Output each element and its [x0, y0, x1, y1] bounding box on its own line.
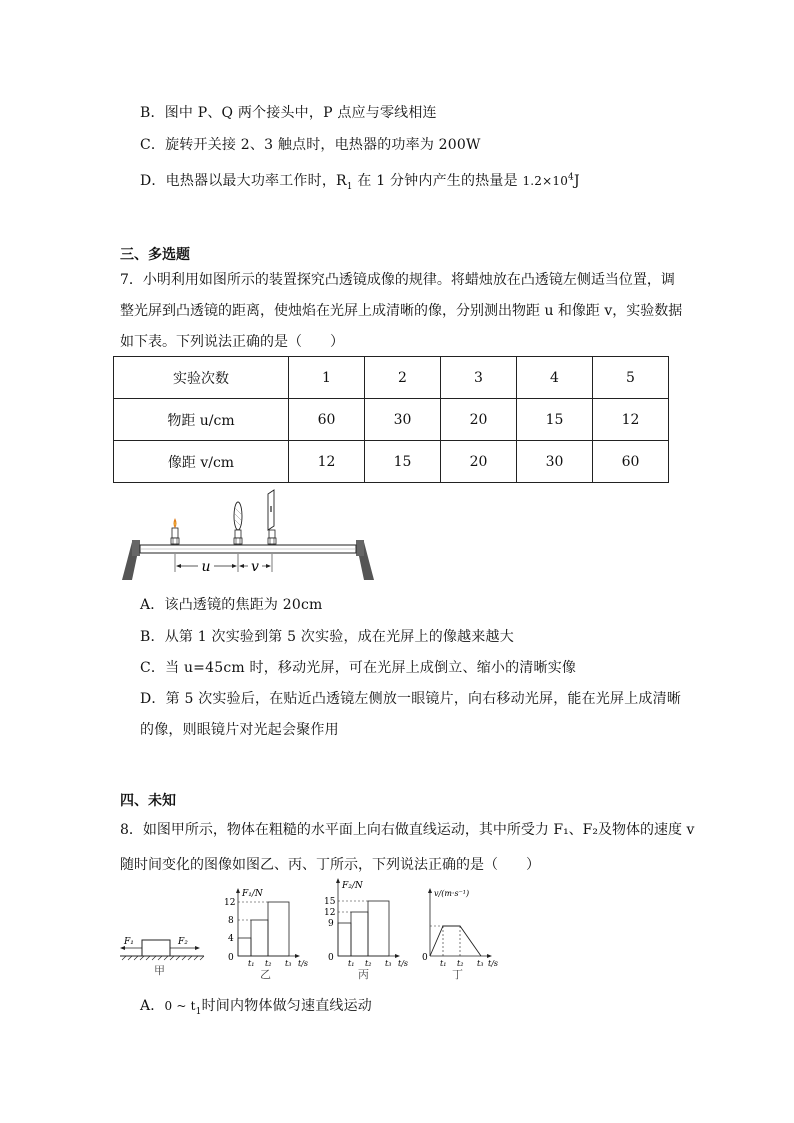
force-f2-label: F₂	[178, 937, 188, 947]
table-cell: 像距 v/cm	[114, 441, 289, 483]
table-cell: 20	[441, 399, 517, 441]
table-row	[114, 399, 669, 441]
q7-option-b: B．从第 1 次实验到第 5 次实验，成在光屏上的像越来越大	[140, 629, 514, 645]
label-v: v	[251, 559, 259, 575]
fig-jia-caption: 甲	[154, 964, 165, 977]
fig-bing-xtick: t₂	[365, 959, 372, 968]
q8-option-a-sub: 1	[195, 1006, 202, 1017]
f2-segment-3	[368, 901, 389, 956]
table-cell: 30	[517, 441, 593, 483]
q6-option-d-exp: 4	[568, 172, 574, 183]
fig-bing-caption: 丙	[358, 968, 369, 981]
fig-bing-xtick: t₁	[348, 959, 355, 968]
table-header-cell: 1	[289, 357, 365, 399]
velocity-line	[430, 926, 481, 956]
q7-stem-line-1: 7．小明利用如图所示的装置探究凸透镜成像的规律。将蜡烛放在凸透镜左侧适当位置，调	[120, 272, 675, 288]
fig-bing-ytick: 9	[328, 919, 334, 929]
fig-bing-ytick: 12	[324, 908, 336, 918]
table-cell: 15	[365, 441, 441, 483]
fig-ding-ylabel: v/(m·s⁻¹)	[434, 889, 470, 898]
table-header-row	[114, 357, 669, 399]
fig-yi-origin: 0	[228, 953, 234, 963]
fig-yi	[224, 888, 308, 981]
bench-right-end	[356, 540, 364, 556]
fig-yi-xlabel: t/s	[298, 959, 309, 968]
q8-figures	[118, 878, 518, 982]
convex-lens-icon	[234, 502, 242, 545]
f2-segment-1	[338, 923, 351, 956]
q7-stem-line-3: 如下表。下列说法正确的是（ ）	[120, 334, 344, 350]
fig-yi-xtick: t₂	[265, 959, 272, 968]
q8-option-a	[140, 995, 372, 1017]
q6-option-d-unit: J	[573, 173, 580, 189]
table-row	[114, 441, 669, 483]
q8-option-a-prefix: A．	[140, 998, 165, 1014]
q6-option-c: C．旋转开关接 2、3 触点时，电热器的功率为 200W	[140, 137, 481, 153]
q6-option-b: B．图中 P、Q 两个接头中，P 点应与零线相连	[140, 105, 437, 121]
table-cell: 物距 u/cm	[114, 399, 289, 441]
table-header-cell: 4	[517, 357, 593, 399]
block-icon	[142, 940, 170, 956]
table-header-cell: 5	[593, 357, 669, 399]
q7-data-table	[113, 356, 669, 483]
q8-option-a-text: 时间内物体做匀速直线运动	[201, 998, 372, 1014]
table-cell: 60	[289, 399, 365, 441]
optical-bench-figure	[118, 488, 374, 584]
table-cell: 12	[289, 441, 365, 483]
fig-yi-xtick: t₃	[285, 959, 292, 968]
fig-jia	[120, 937, 204, 977]
q6-option-d-sub: 1	[346, 181, 353, 192]
fig-ding-xlabel: t/s	[488, 959, 499, 968]
q6-option-d-value: 1.2×10	[522, 174, 569, 188]
q6-option-d-prefix: D．电热器以最大功率工作时，R	[140, 173, 347, 189]
table-cell: 20	[441, 441, 517, 483]
light-screen-icon	[268, 490, 276, 545]
table-cell: 15	[517, 399, 593, 441]
section-3-title: 三、多选题	[120, 247, 190, 263]
table-header-cell: 3	[441, 357, 517, 399]
fig-ding-xtick: t₁	[440, 959, 447, 968]
fig-yi-ytick: 4	[228, 934, 234, 944]
fig-yi-ylabel: F₁/N	[242, 889, 263, 899]
q7-option-d-line-1: D．第 5 次实验后，在贴近凸透镜左侧放一眼镜片，向右移动光屏，能在光屏上成清晰	[140, 691, 682, 707]
fig-bing-ylabel: F₂/N	[342, 881, 363, 891]
q8-stem-line-1: 8．如图甲所示，物体在粗糙的水平面上向右做直线运动，其中所受力 F₁、F₂及物体的速度 v	[120, 822, 695, 838]
fig-ding	[422, 888, 498, 981]
fig-yi-xtick: t₁	[248, 959, 255, 968]
f1-segment-3	[268, 902, 289, 956]
q7-option-c: C．当 u=45cm 时，移动光屏，可在光屏上成倒立、缩小的清晰实像	[140, 660, 577, 676]
fig-bing-xlabel: t/s	[398, 959, 409, 968]
section-4-title: 四、未知	[120, 793, 176, 809]
table-cell: 60	[593, 441, 669, 483]
q7-option-d-line-2: 的像，则眼镜片对光起会聚作用	[140, 722, 339, 738]
q7-stem-line-2: 整光屏到凸透镜的距离，使烛焰在光屏上成清晰的像，分别测出物距 u 和像距 v，实验数据	[120, 303, 683, 319]
fig-bing	[324, 878, 408, 981]
q7-option-a: A．该凸透镜的焦距为 20cm	[140, 597, 323, 613]
fig-bing-origin: 0	[328, 953, 334, 963]
fig-yi-ytick: 8	[228, 916, 234, 926]
q8-stem-line-2: 随时间变化的图像如图乙、丙、丁所示，下列说法正确的是（ ）	[120, 857, 540, 873]
f2-segment-2	[351, 912, 368, 956]
fig-ding-xtick: t₂	[457, 959, 464, 968]
q6-option-d-mid: 在 1 分钟内产生的热量是	[357, 173, 518, 189]
table-header-cell: 2	[365, 357, 441, 399]
fig-bing-xtick: t₃	[385, 959, 392, 968]
table-header-cell: 实验次数	[114, 357, 289, 399]
fig-yi-ytick: 12	[224, 898, 236, 908]
force-f1-label: F₁	[124, 937, 134, 947]
q8-option-a-math: 0 ~ t	[164, 999, 196, 1013]
f1-segment-2	[251, 920, 268, 956]
f1-segment-1	[238, 938, 251, 956]
table-cell: 12	[593, 399, 669, 441]
fig-bing-ytick: 15	[324, 897, 336, 907]
fig-ding-caption: 丁	[452, 968, 463, 981]
fig-ding-xtick: t₃	[477, 959, 484, 968]
bench-left-end	[132, 540, 140, 556]
fig-yi-caption: 乙	[260, 968, 271, 981]
fig-ding-origin: 0	[422, 953, 428, 963]
label-u: u	[201, 559, 211, 575]
q6-option-d	[140, 170, 580, 192]
candle-icon	[171, 518, 179, 545]
table-cell: 30	[365, 399, 441, 441]
